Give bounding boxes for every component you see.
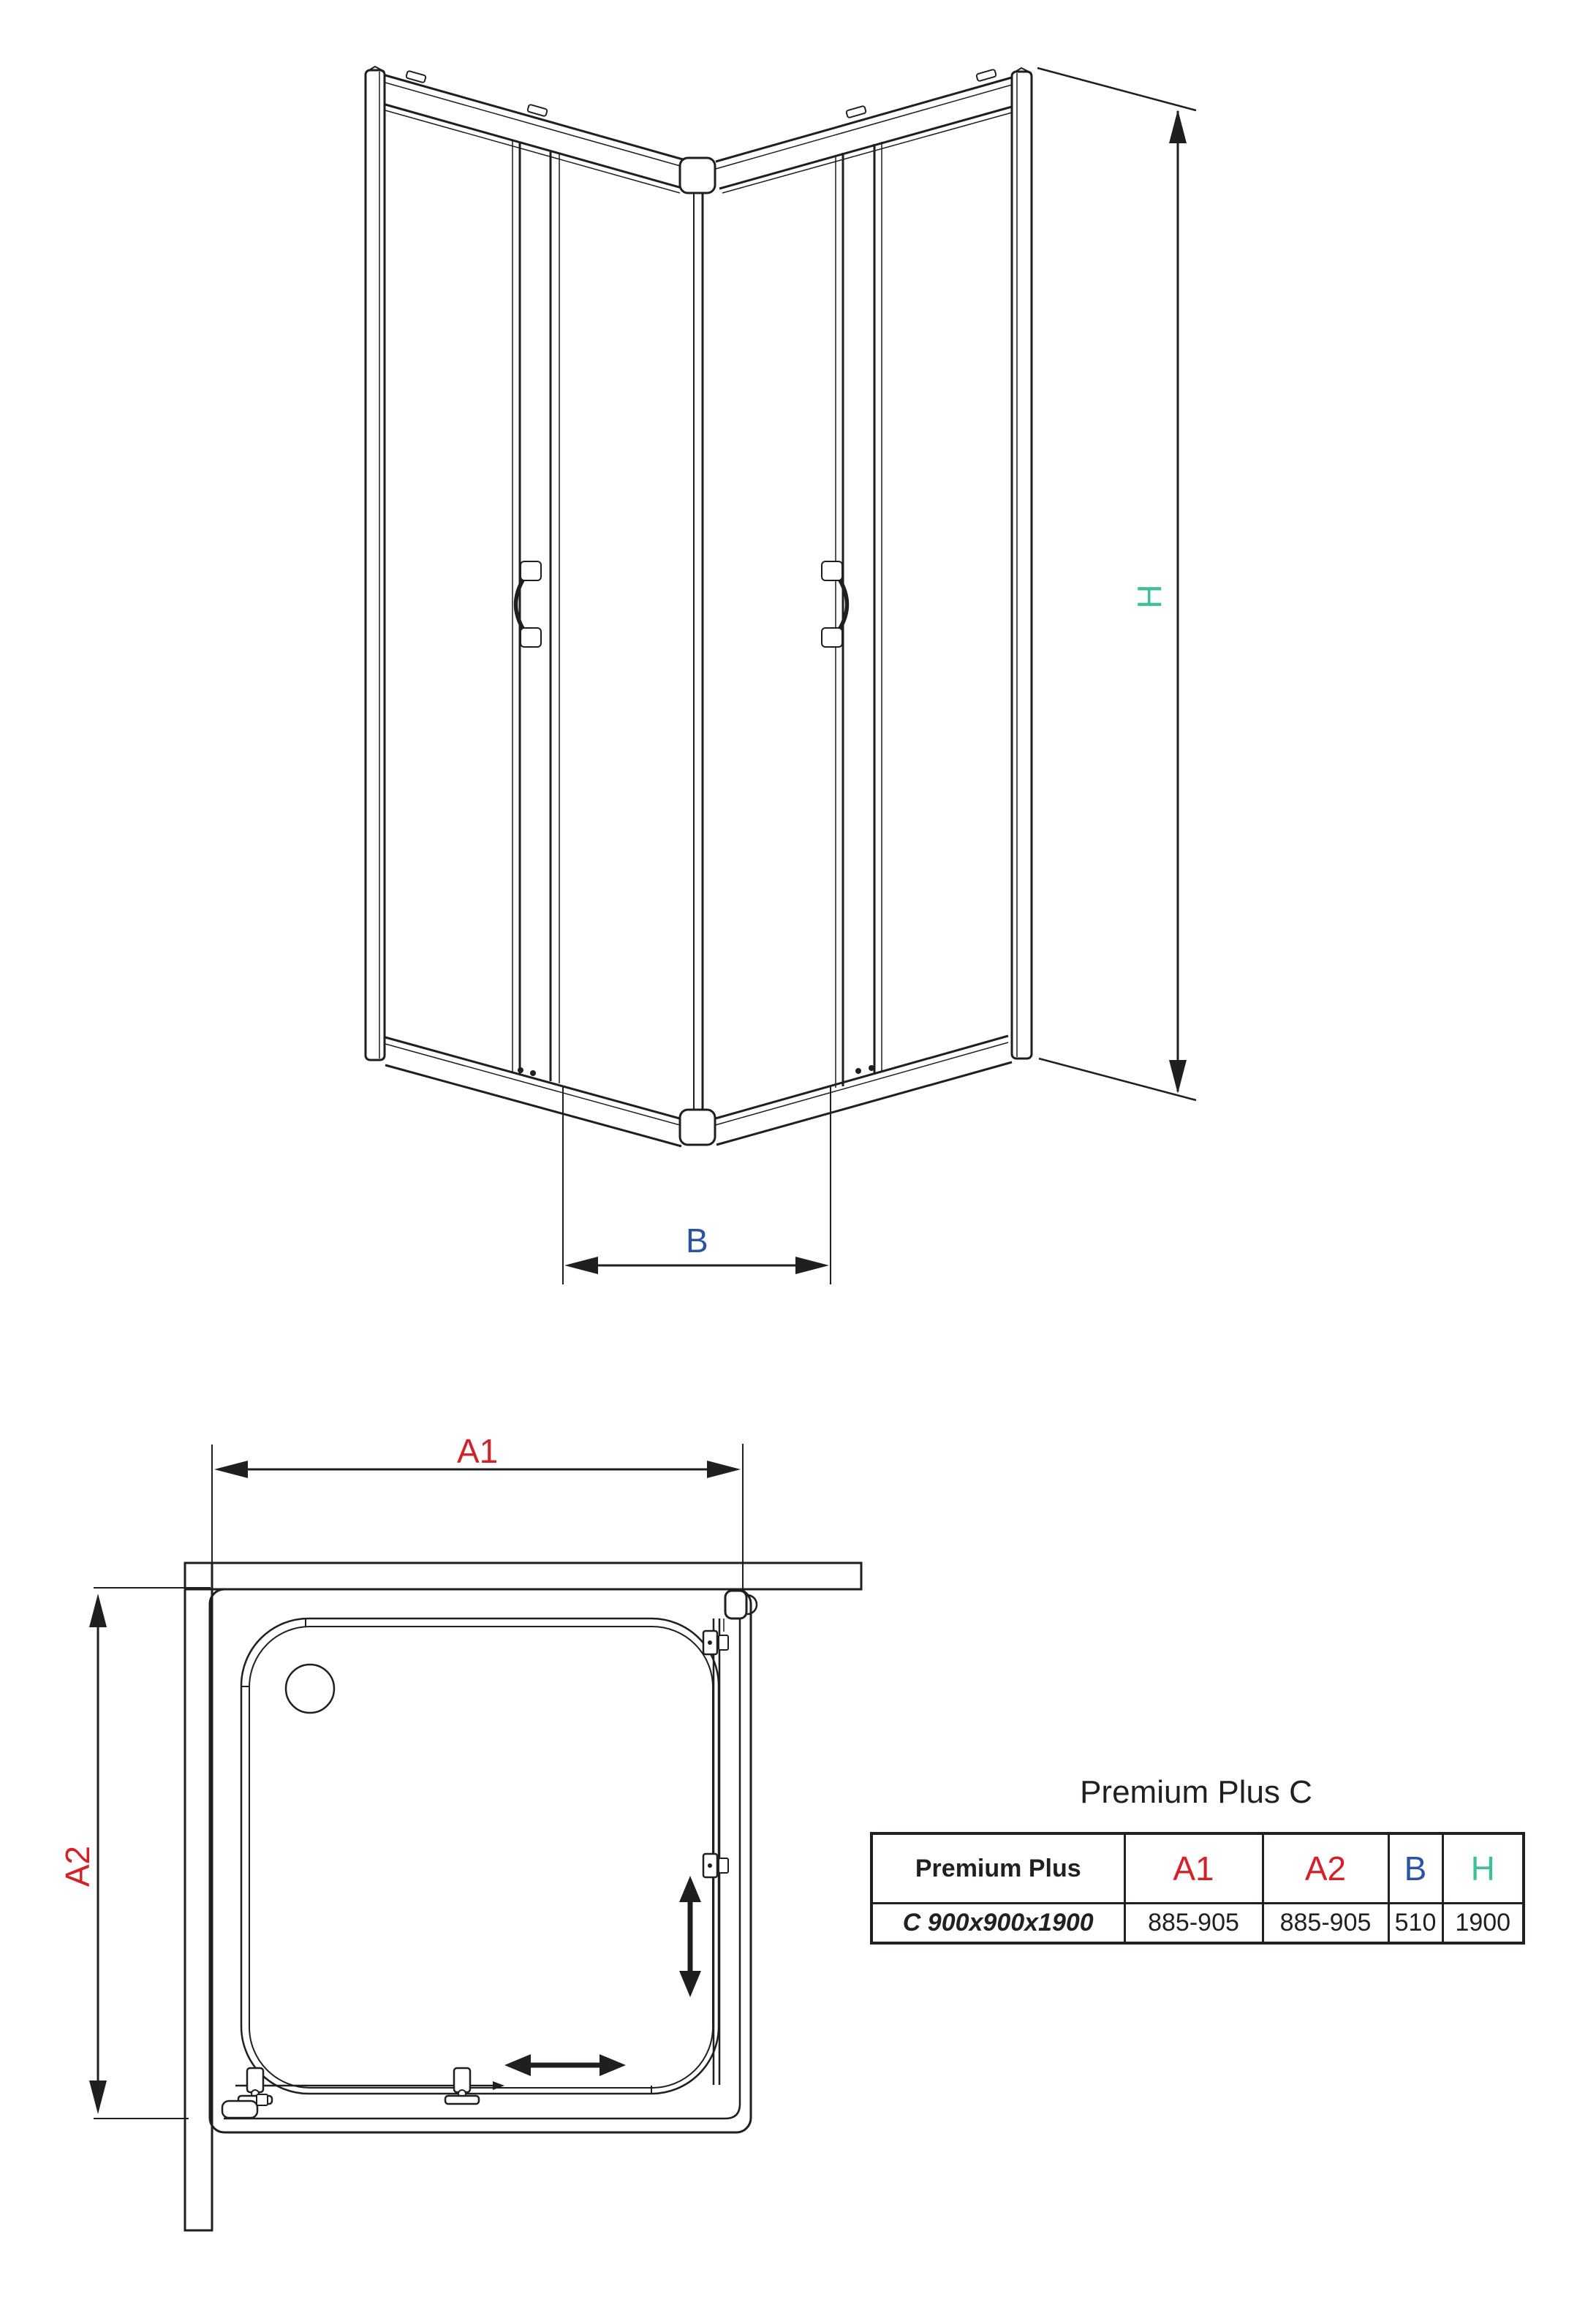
cell-h: 1900	[1442, 1904, 1524, 1944]
top-corner-cap	[680, 158, 715, 193]
roller	[846, 106, 866, 118]
top-rail-left	[385, 75, 688, 193]
header-series: Premium Plus	[871, 1833, 1124, 1904]
cell-a1: 885-905	[1124, 1904, 1263, 1944]
right-post	[1012, 72, 1032, 1059]
label-a2: A2	[58, 1845, 97, 1888]
top-rail-right	[716, 77, 1012, 193]
bottom-corner-cap	[680, 1110, 715, 1145]
left-door-stiles	[513, 140, 559, 1083]
spec-table-data-row	[871, 1904, 1524, 1944]
spec-table	[870, 1832, 1525, 1945]
header-a2: A2	[1263, 1833, 1388, 1904]
dimension-a2	[89, 1588, 211, 2119]
label-b: B	[686, 1222, 708, 1260]
header-b: B	[1388, 1833, 1442, 1904]
tray-rim-outer	[241, 1618, 719, 2094]
right-frame-profile	[703, 1591, 757, 2085]
roller	[527, 105, 548, 117]
slide-direction-arrow-horizontal	[504, 2054, 626, 2076]
isometric-view	[366, 67, 1196, 1284]
left-post	[366, 70, 385, 1060]
header-a1: A1	[1124, 1833, 1263, 1904]
spec-title: Premium Plus C	[1080, 1774, 1312, 1810]
left-wall	[185, 1563, 212, 2230]
cell-a2: 885-905	[1263, 1904, 1388, 1944]
dimension-h	[1037, 68, 1196, 1100]
label-h: H	[1130, 584, 1169, 609]
roller	[976, 69, 996, 82]
bottom-rail-right	[713, 1036, 1012, 1145]
cell-model: C 900x900x1900	[871, 1904, 1124, 1944]
spec-table-header-row	[871, 1833, 1524, 1904]
plan-view	[89, 1444, 861, 2230]
bottom-rail-left	[385, 1037, 685, 1146]
tray-rim-inner	[249, 1627, 713, 2088]
right-door-stiles	[836, 142, 882, 1088]
top-wall	[185, 1563, 861, 1589]
header-h: H	[1442, 1833, 1524, 1904]
tray-flange	[224, 1605, 740, 2119]
tray-outline	[210, 1589, 751, 2132]
drain	[286, 1665, 334, 1713]
label-a1: A1	[457, 1432, 499, 1470]
cell-b: 510	[1388, 1904, 1442, 1944]
slide-direction-arrow-vertical	[679, 1876, 701, 1997]
